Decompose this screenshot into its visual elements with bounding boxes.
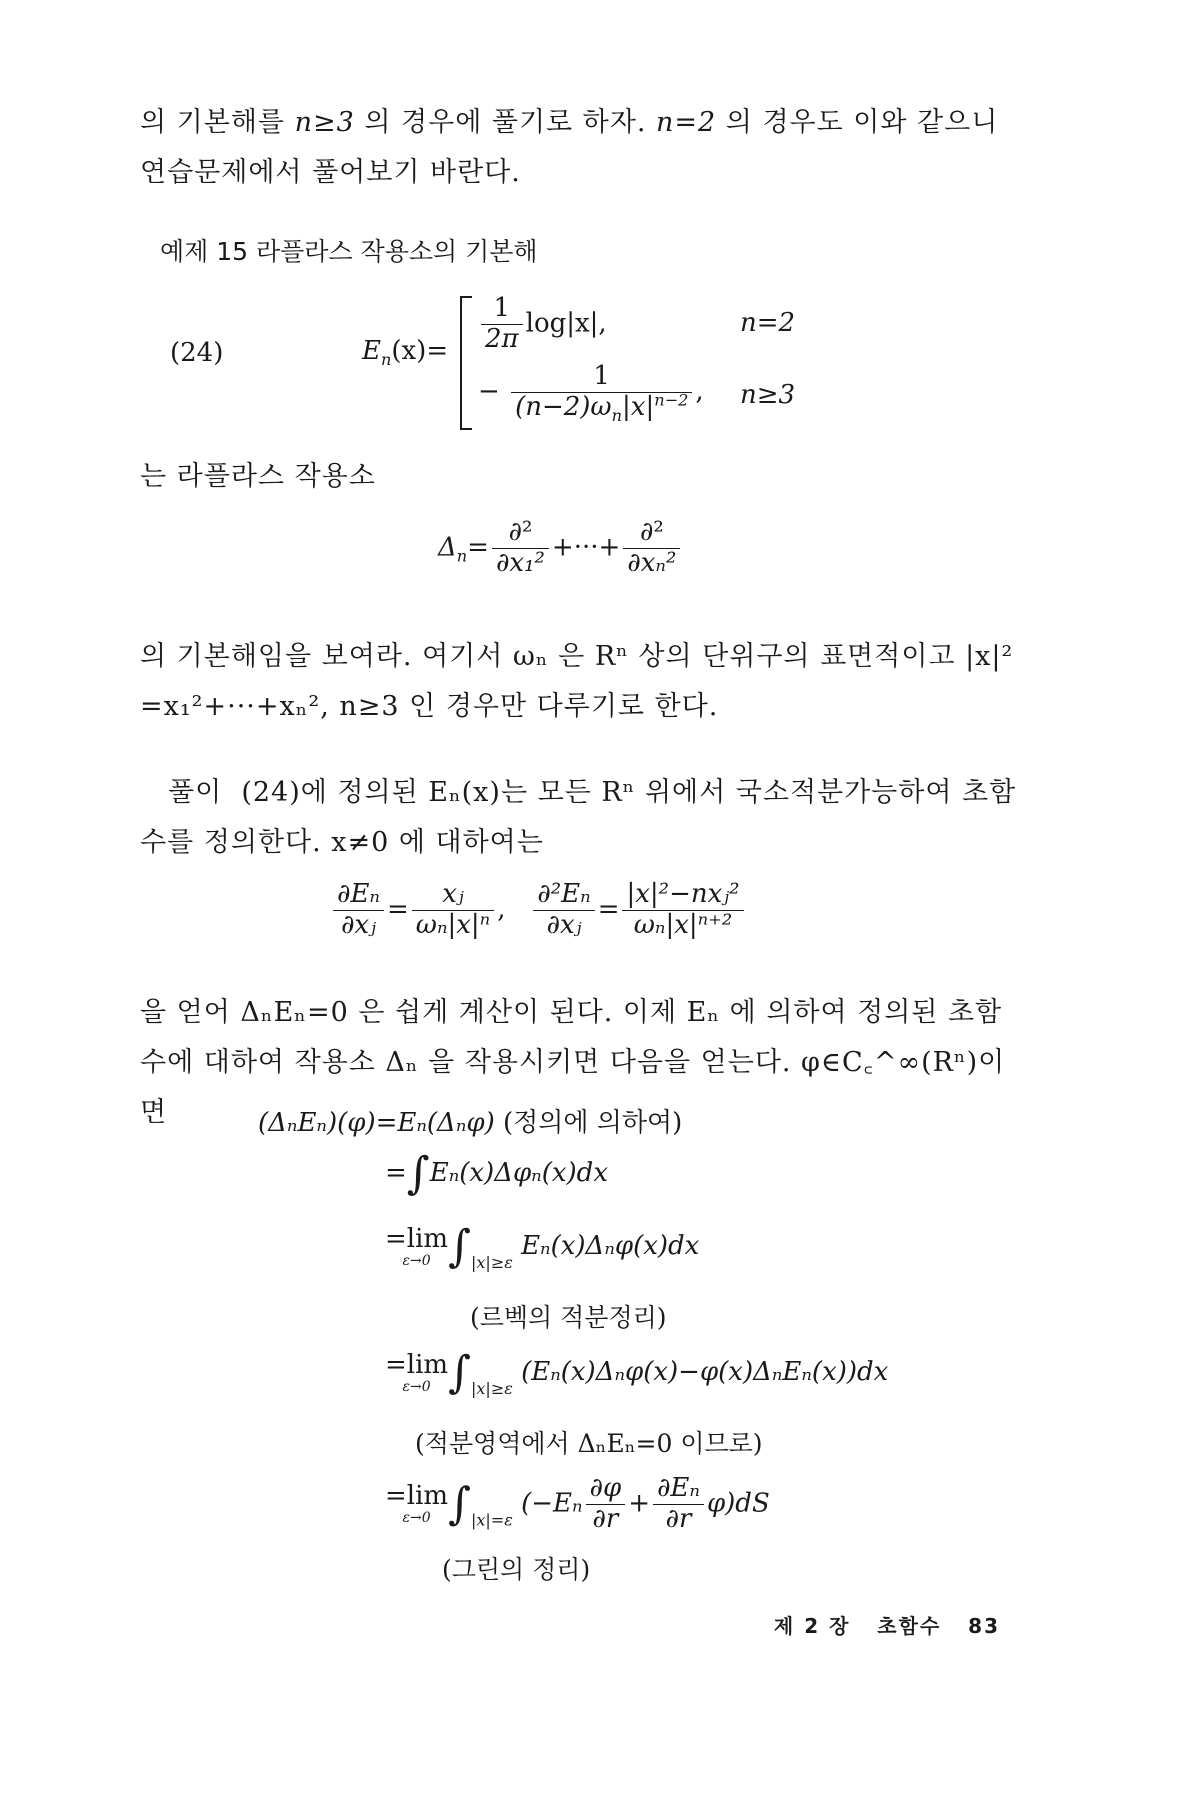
intro-line-2: 연습문제에서 풀어보기 바란다.: [140, 157, 521, 188]
integral-sign: ∫: [448, 1347, 472, 1398]
chain-line-3: =lim ε→0 $\int_{|x|\ge\varepsilon}$ Eₙ(x)Δₙφ(x)dx: [385, 1221, 700, 1272]
example-heading: 예제 15 라플라스 작용소의 기본해: [160, 237, 538, 266]
left-bracket: [460, 296, 472, 430]
page-number: 83: [968, 1614, 1000, 1638]
integral-sign: ∫: [448, 1478, 472, 1530]
solution-paragraph: 풀이 (24)에 정의된 Eₙ(x)는 모든 Rⁿ 위에서 국소적분가능하여 초함 수를 정의한다. x≠0 에 대하여는: [140, 777, 1017, 858]
fraction-case-2: $\frac{1}{(n-2)\omega_n|x|^{n-2}}$: [511, 362, 692, 423]
equation-number: (24): [170, 338, 224, 368]
page-footer: [774, 1610, 1000, 1639]
intro-paragraph: [140, 98, 1020, 198]
chain-line-1: (ΔₙEₙ)(φ)=Eₙ(Δₙφ) (정의에 의하여): [258, 1108, 683, 1138]
chain-note-green: (그린의 정리): [442, 1555, 591, 1584]
chain-note-lebesgue: (르벡의 적분정리): [470, 1303, 667, 1332]
chain-line-7: =lim ε→0 $\int_{|x|=\varepsilon}$ (−Eₙ $\frac{\partial\varphi}{\partial r}$ + $\frac{\text{∂Eₙ}}{\partial r}$ φ)dS: [385, 1473, 770, 1534]
solution-label: 풀이: [168, 777, 223, 808]
fraction-1-over-2pi: $\frac{1}{2\pi}$: [481, 294, 523, 355]
chain-note-domain: (적분영역에서 ΔₙEₙ=0 이므로): [415, 1429, 763, 1458]
solution-continued: 을 얻어 ΔₙEₙ=0 은 쉽게 계산이 된다. 이제 Eₙ 에 의하여 정의된 초함 수에 대하여 작용소 Δₙ 을 작용시키면 다음을 얻는다. φ∈C꜀^∞(Rⁿ)이면: [140, 997, 1006, 1128]
chain-line-2: =∫Eₙ(x)Δφₙ(x)dx: [385, 1148, 608, 1199]
equation-lhs: $E_n(x)=$: [362, 336, 449, 370]
integral-sign: ∫: [406, 1148, 430, 1199]
laplacian-intro: 는 라플라스 작용소: [140, 461, 376, 492]
intro-line-1: 의 기본해를 n≥3 의 경우에 풀기로 하자. n=2 의 경우도 이와 같으니: [140, 107, 999, 138]
example-statement: 의 기본해임을 보여라. 여기서 ωₙ 은 Rⁿ 상의 단위구의 표면적이고 |x|² =x₁²+···+xₙ², n≥3 인 경우만 다루기로 한다.: [140, 641, 1014, 722]
laplacian-formula: $\Delta_n=$ $\frac{\text{∂²}}{\text{∂x₁²}}$ +···+ $\frac{\text{∂²}}{\text{∂xₙ²}}$: [438, 518, 683, 579]
case-1: $\frac{1}{2\pi}$ log|x|,: [478, 294, 607, 355]
integral-sign: ∫: [448, 1221, 472, 1272]
case-2-condition: n≥3: [740, 380, 796, 410]
chapter-label: 제 2 장: [773, 1614, 851, 1638]
case-1-condition: n=2: [740, 308, 796, 338]
chain-line-5: =lim ε→0 $\int_{|x|\ge\varepsilon}$ (Eₙ(x)Δₙφ(x)−φ(x)ΔₙEₙ(x))dx: [385, 1347, 889, 1398]
case-2: − $\frac{1}{(n-2)\omega_n|x|^{n-2}}$ ,: [478, 361, 704, 426]
chapter-title: 초함수: [877, 1614, 942, 1638]
derivative-formulas: $\frac{\text{∂Eₙ}}{\text{∂xⱼ}}$ = $\frac{\text{xⱼ}}{\text{ωₙ|x|ⁿ}}$ , $\frac{\text{∂²Eₙ}}{\text{∂xⱼ}}$ = $\frac{\text{|x|²−nxⱼ²}}{\text{ωₙ|x|ⁿ⁺²}}$: [330, 880, 747, 941]
